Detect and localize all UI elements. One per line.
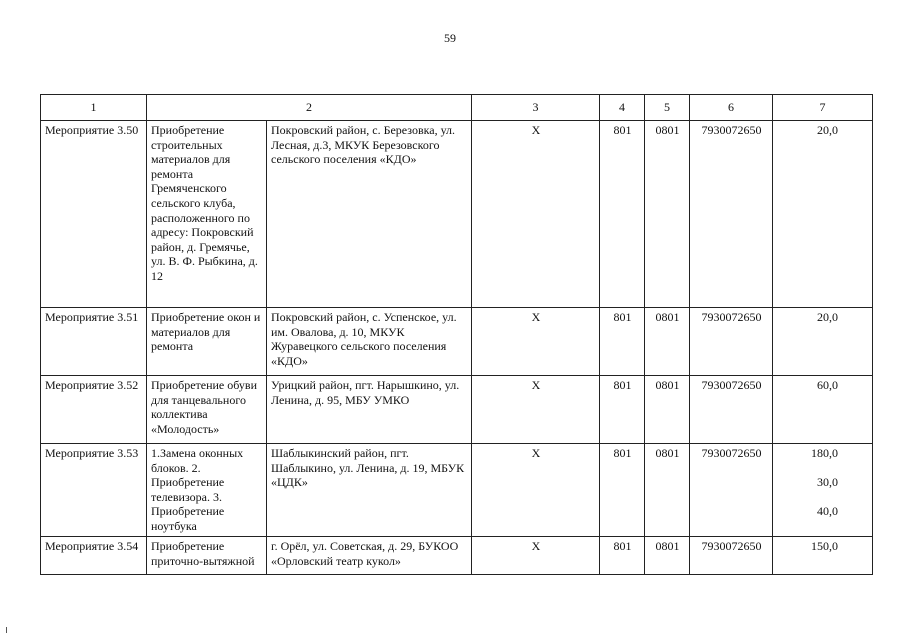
table-row xyxy=(41,308,873,376)
col3-value: Х xyxy=(472,308,600,376)
col3-value: Х xyxy=(472,537,600,575)
amount-value: 180,0 xyxy=(811,446,838,460)
header-cell-6: 6 xyxy=(690,95,773,121)
event-id: Мероприятие 3.54 xyxy=(41,537,147,575)
col4-value: 801 xyxy=(600,444,645,537)
page-number: 59 xyxy=(444,31,456,45)
col5-value: 0801 xyxy=(645,121,690,308)
table-row xyxy=(41,444,873,537)
table-row xyxy=(41,121,873,308)
col3-value: Х xyxy=(472,444,600,537)
event-description: Приобретение окон и материалов для ремонта xyxy=(147,308,267,376)
header-cell-4: 4 xyxy=(600,95,645,121)
amount-value: 30,0 xyxy=(817,475,838,490)
header-cell-3: 3 xyxy=(472,95,600,121)
col3-value: Х xyxy=(472,121,600,308)
col4-value: 801 xyxy=(600,376,645,444)
header-cell-1: 1 xyxy=(41,95,147,121)
amount-cell xyxy=(773,376,873,444)
amount-cell xyxy=(773,308,873,376)
amount-value: 60,0 xyxy=(817,378,838,392)
event-id: Мероприятие 3.50 xyxy=(41,121,147,308)
amount-cell xyxy=(773,444,873,537)
col6-value: 7930072650 xyxy=(690,376,773,444)
table-row xyxy=(41,376,873,444)
col5-value: 0801 xyxy=(645,444,690,537)
col5-value: 0801 xyxy=(645,537,690,575)
amount-value: 40,0 xyxy=(817,504,838,519)
col4-value: 801 xyxy=(600,537,645,575)
event-recipient: Урицкий район, пгт. Нарышкино, ул. Ленина, д. 95, МБУ УМКО xyxy=(267,376,472,444)
col3-value: Х xyxy=(472,376,600,444)
col5-value: 0801 xyxy=(645,376,690,444)
col6-value: 7930072650 xyxy=(690,121,773,308)
event-description: Приобретение приточно-вытяжной xyxy=(147,537,267,575)
header-cell-5: 5 xyxy=(645,95,690,121)
scan-margin-mark xyxy=(6,627,7,633)
event-recipient: Шаблыкинский район, пгт. Шаблыкино, ул. Ленина, д. 19, МБУК «ЦДК» xyxy=(267,444,472,537)
header-cell-2: 2 xyxy=(147,95,472,121)
col4-value: 801 xyxy=(600,308,645,376)
event-recipient: Покровский район, с. Березовка, ул. Лесная, д.3, МКУК Березовского сельского поселения «КДО» xyxy=(267,121,472,308)
event-id: Мероприятие 3.53 xyxy=(41,444,147,537)
col6-value: 7930072650 xyxy=(690,444,773,537)
event-id: Мероприятие 3.52 xyxy=(41,376,147,444)
col6-value: 7930072650 xyxy=(690,308,773,376)
col5-value: 0801 xyxy=(645,308,690,376)
header-cell-7: 7 xyxy=(773,95,873,121)
amount-value: 20,0 xyxy=(817,123,838,137)
table-header-row xyxy=(41,95,873,121)
amount-value: 20,0 xyxy=(817,310,838,324)
event-description: Приобретение строительных материалов для ремонта Гремяченского сельского клуба, расположенного по адресу: Покровский район, д. Гремячье, ул. В. Ф. Рыбкина, д. 12 xyxy=(147,121,267,308)
event-recipient: Покровский район, с. Успенское, ул. им. Овалова, д. 10, МКУК Журавецкого сельского поселения «КДО» xyxy=(267,308,472,376)
budget-table xyxy=(40,94,873,575)
amount-cell xyxy=(773,121,873,308)
amount-value: 150,0 xyxy=(811,539,838,553)
amount-cell xyxy=(773,537,873,575)
event-id: Мероприятие 3.51 xyxy=(41,308,147,376)
col6-value: 7930072650 xyxy=(690,537,773,575)
event-description: Приобретение обуви для танцевального коллектива «Молодость» xyxy=(147,376,267,444)
event-description: 1.Замена оконных блоков. 2. Приобретение телевизора. 3. Приобретение ноутбука xyxy=(147,444,267,537)
event-recipient: г. Орёл, ул. Советская, д. 29, БУКОО «Орловский театр кукол» xyxy=(267,537,472,575)
table-row xyxy=(41,537,873,575)
col4-value: 801 xyxy=(600,121,645,308)
